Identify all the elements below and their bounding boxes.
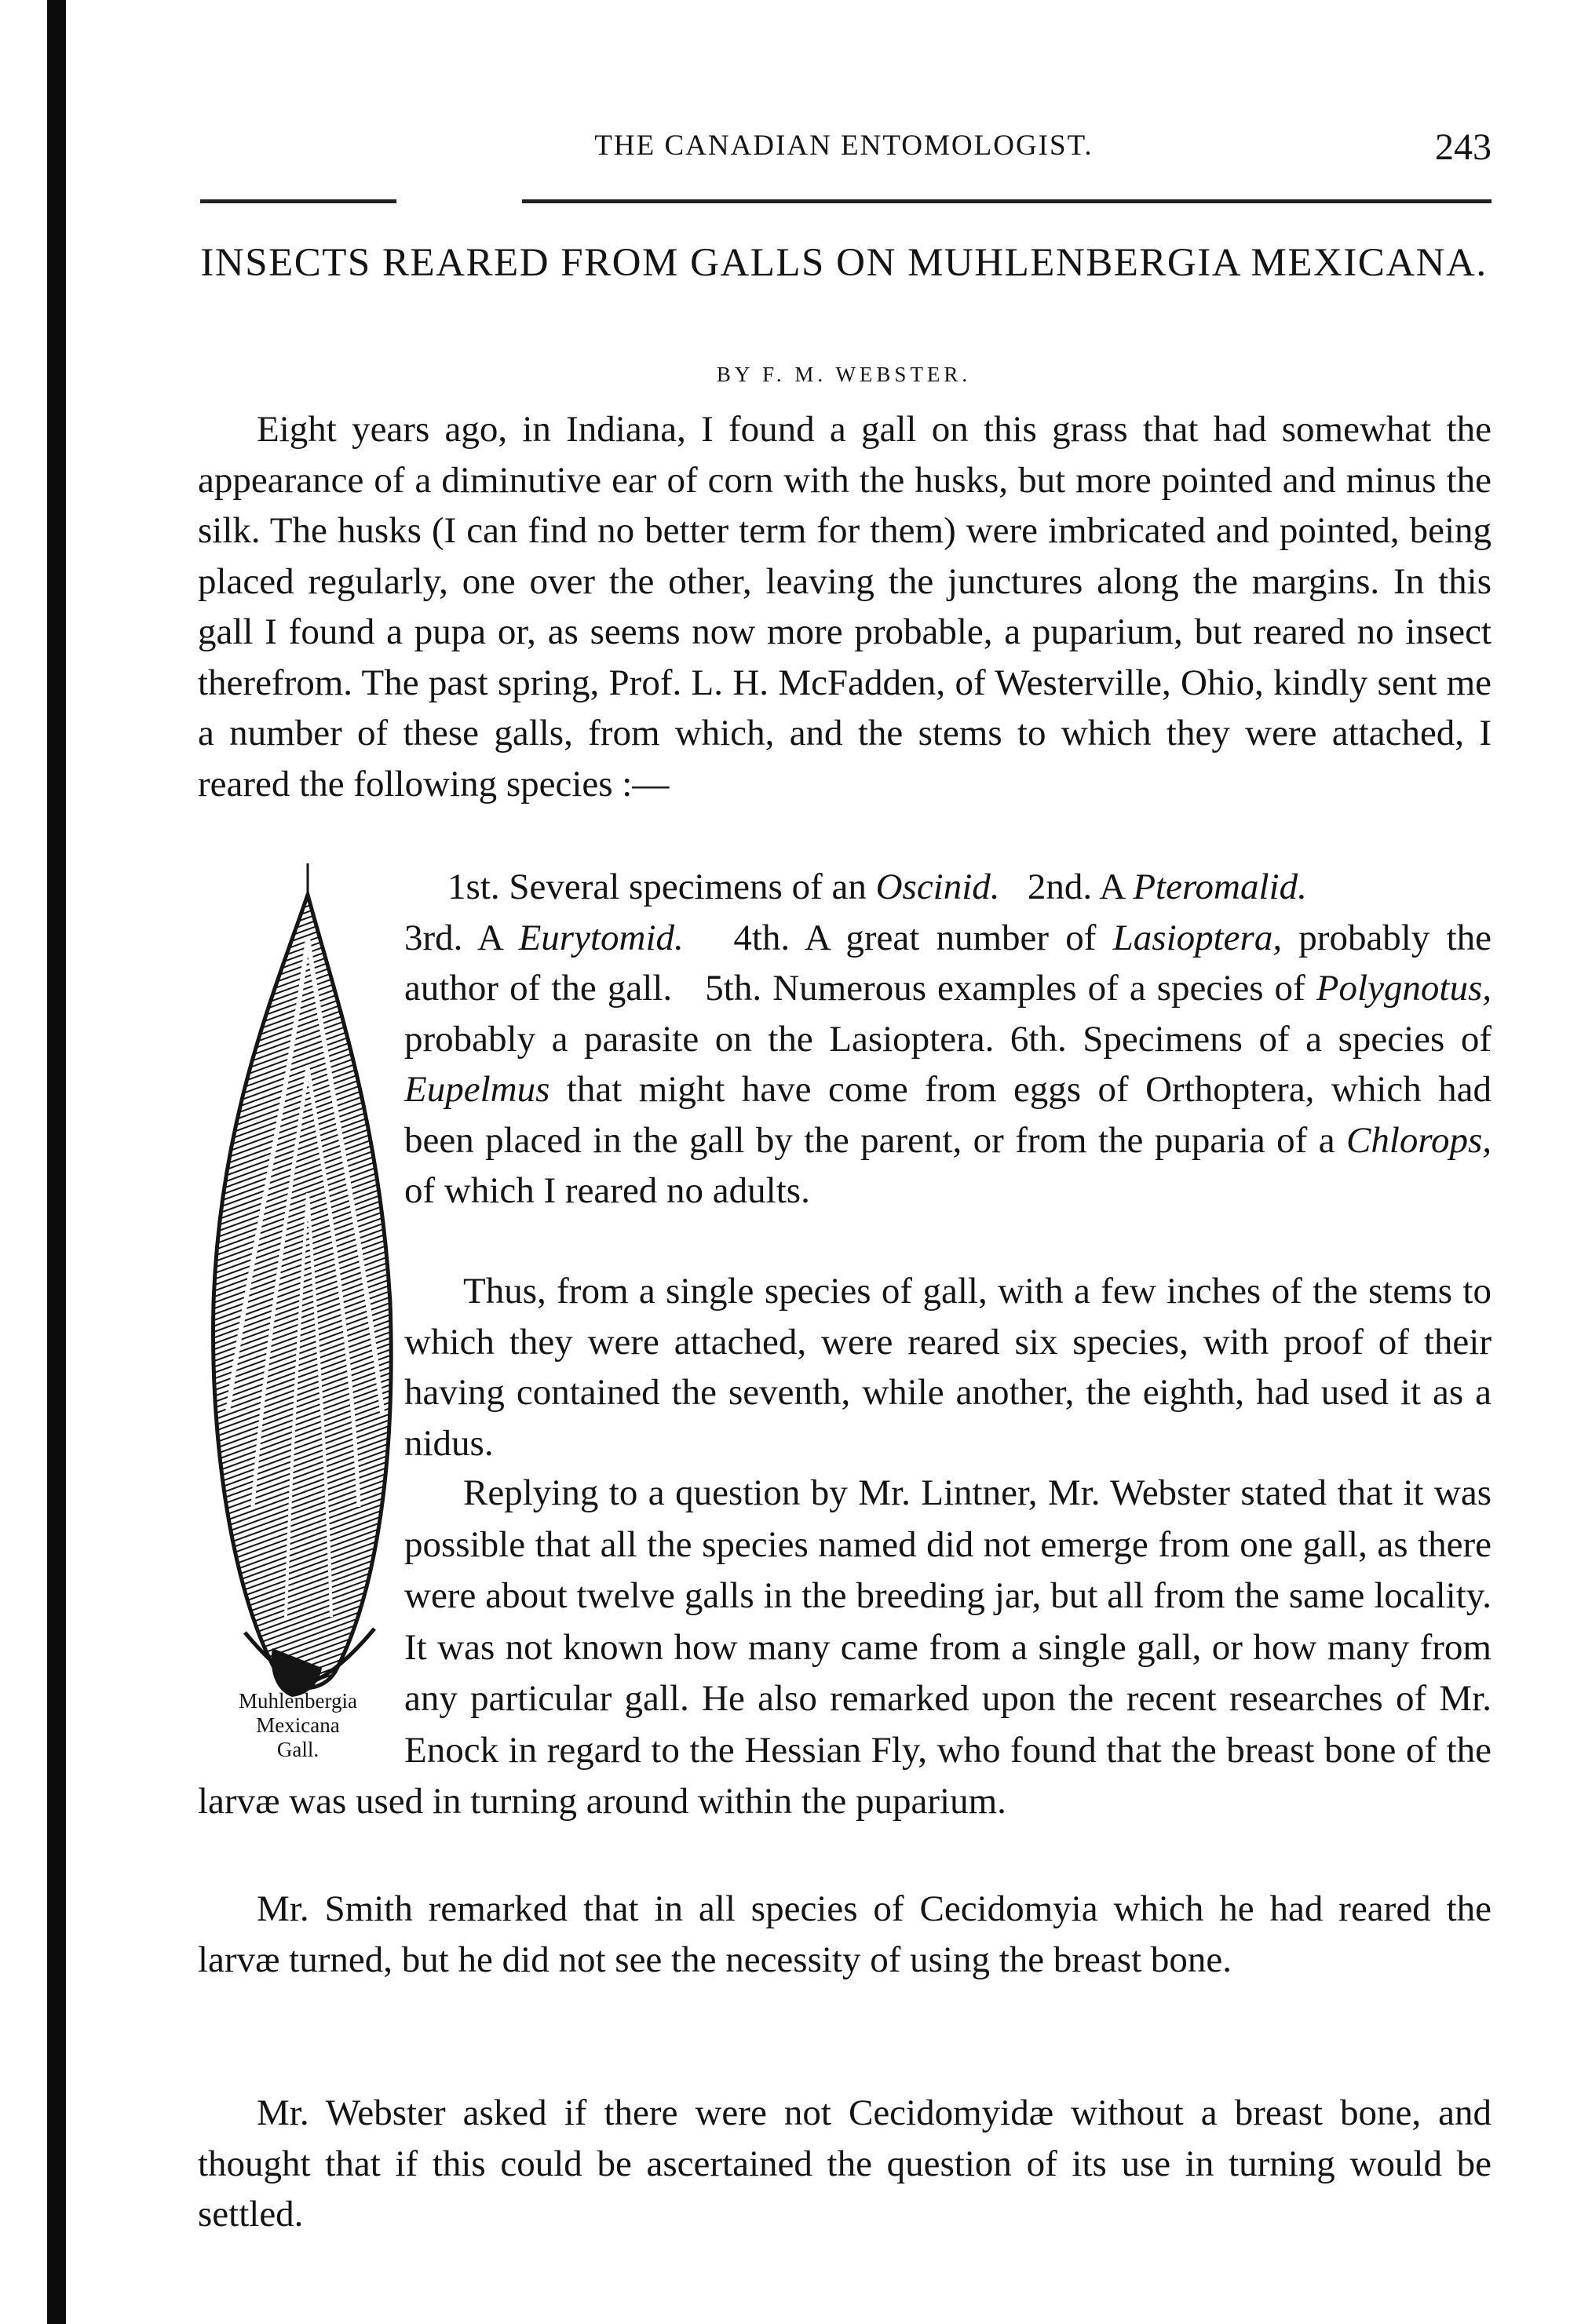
caption-line-3: Gall. — [276, 1738, 319, 1761]
species-4-text: A great number of — [804, 917, 1097, 958]
paragraph-summary: Thus, from a single species of gall, with a few inches of the stems to which they were attached, were reared six species, with proof of their having contained the seventh, while another, the eighth, had used it as a nidus. — [404, 1271, 1492, 1464]
species-6-text: Specimens of a species of — [1083, 1018, 1492, 1060]
species-5-text: Numerous examples of a species of — [772, 968, 1305, 1009]
species-list — [404, 862, 1492, 1217]
ordinal-6th: 6th. — [1010, 1018, 1067, 1060]
species-3-text: A — [477, 917, 502, 958]
species-eupelmus: Eupelmus — [404, 1069, 550, 1110]
species-6-end: of which I reared no adults. — [404, 1170, 810, 1211]
ordinal-1st: 1st. — [447, 866, 500, 907]
caption-line-1: Muhlenbergia — [239, 1689, 357, 1713]
paragraph-lintner-reply: Replying to a question by Mr. Lintner, Mr. Webster stated that it was possible that all the species named did not emerge from one gall, as there were about twelve galls in the breeding jar, but all from the same locality. It was not known how many came from a single gall, or how many from any particular gall. He also remarked upon the recent researches of Mr. Enock in regard to the Hessian Fly, who found that the breast bone of the larvæ was used in turning around within the puparium. — [198, 1472, 1492, 1822]
species-polygnotus: Polygnotus, — [1316, 968, 1492, 1009]
caption-line-2: Mexicana — [256, 1713, 340, 1737]
species-2-text: A — [1099, 866, 1124, 907]
ordinal-4th: 4th. — [733, 917, 790, 958]
ordinal-5th: 5th. — [705, 968, 762, 1009]
species-lasioptera: Lasioptera, — [1112, 917, 1283, 958]
paragraph-smith-remark: Mr. Smith remarked that in all species of Cecidomyia which he had reared the larvæ turned, but he did not see the necessity of using the breast bone. — [198, 1888, 1492, 1980]
header-rule — [200, 199, 1492, 203]
species-5-note: probably a parasite on the Lasioptera. — [404, 1018, 995, 1060]
species-line-1 — [447, 862, 1492, 913]
species-eurytomid: Eurytomid. — [518, 917, 684, 958]
ordinal-3rd: 3rd. — [404, 917, 463, 958]
paragraph-intro: Eight years ago, in Indiana, I found a gall on this grass that had somewhat the appearance of a diminutive ear of corn with the husks, but more pointed and minus the silk. The husks (I can find no better term for them) were imbricated and pointed, being placed regularly, one over the other, leaving the junctures along the margins. In this gall I found a pupa or, as seems now more probable, a puparium, but reared no insect therefrom. The past spring, Prof. L. H. McFadden, of Westerville, Ohio, kindly sent me a number of these galls, from which, and the stems to which they were attached, I reared the following species :— — [198, 409, 1492, 804]
running-title: THE CANADIAN ENTOMOLOGIST. — [594, 130, 1094, 162]
running-head — [196, 126, 1492, 173]
paragraph-webster-question: Mr. Webster asked if there were not Cecidomyidæ without a breast bone, and thought that if this could be ascertained the question of its use in turning would be settled. — [198, 2092, 1492, 2235]
species-oscinid: Oscinid. — [875, 866, 1000, 907]
ordinal-2nd: 2nd. — [1027, 866, 1093, 907]
species-chlorops: Chlorops, — [1346, 1119, 1492, 1161]
species-4-note: probably the author of the gall. — [404, 917, 1492, 1009]
article-title: INSECTS REARED FROM GALLS ON MUHLENBERGIA MEXICANA. — [200, 241, 1488, 285]
species-1-text: Several specimens of an — [509, 866, 867, 907]
species-pteromalid: Pteromalid. — [1133, 866, 1307, 907]
page-number: 243 — [1435, 126, 1492, 168]
species-6-note: that might have come from eggs of Orthoptera, which had been placed in the gall by the parent, or from the puparia of a — [404, 1069, 1492, 1161]
article-byline: BY F. M. WEBSTER. — [716, 363, 972, 386]
